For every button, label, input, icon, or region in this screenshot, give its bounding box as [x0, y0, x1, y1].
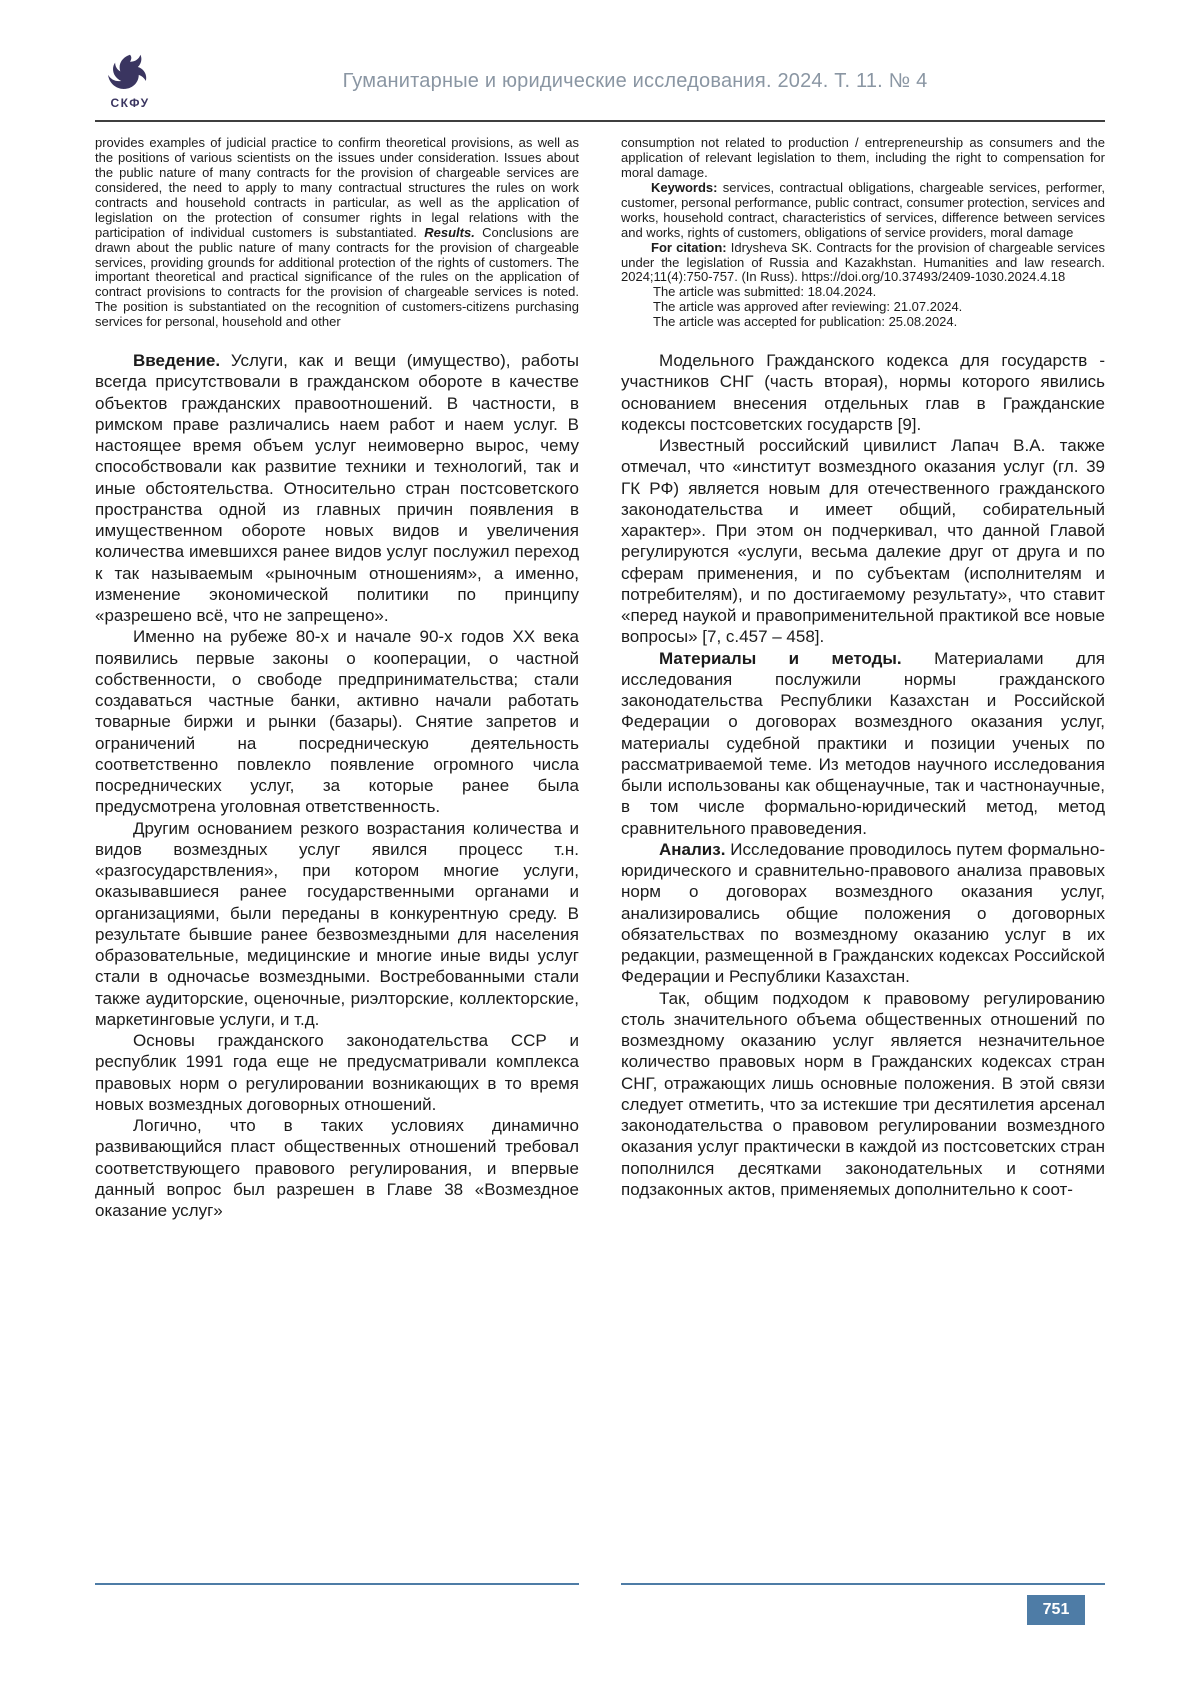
abstract-text: Conclusions are drawn about the public nature of many contracts for the provision of chargeable services, providing grounds for additional protection of the rights of customers. The important theoretical and practical significance of the rules on the application of contract provisions to contracts for the provision of chargeable services is noted. The position is substantiated on the recognition of customers-citizens purchasing services for personal, household and other: [95, 224, 580, 330]
keywords-paragraph: [621, 181, 1105, 241]
submitted-date: The article was submitted: 18.04.2024.: [653, 284, 877, 300]
citation-label: For citation:: [651, 239, 727, 255]
journal-title: Гуманитарные и юридические исследования. 2024. Т. 11. № 4: [342, 69, 928, 92]
footer-rules: [95, 1583, 1105, 1585]
approved-date: The article was approved after reviewing: 21.07.2024.: [653, 299, 963, 315]
keywords-label: Keywords:: [651, 179, 718, 195]
page-number-badge: 751: [1027, 1595, 1085, 1625]
paragraph-analysis: [621, 839, 1105, 988]
abstract-text: provides examples of judicial practice to confirm theoretical provisions, as well as the positions of various scientists on the issues under consideration. Issues about the public nature of many contracts for the provision of chargeable services are considered, the need to apply to many contractual structures the rules on work contracts and household contracts in particular, as well as the application of legislation on the protection of consumer rights in legal relations with the participation of individual customers is substantiated.: [95, 135, 579, 240]
russian-text-right: [621, 350, 1105, 1200]
paragraph-text: Модельного Гражданского кодекса для государств - участников СНГ (часть вторая), нормы которого явились основанием внесения отдельных глав в Гражданские кодексы постсоветских государств [9].: [621, 351, 1105, 434]
paragraph-introduction: [95, 350, 579, 626]
paragraph-text: Известный российский цивилист Лапач В.А. также отмечал, что «институт возмездного оказания услуг (гл. 39 ГК РФ) является новым для отечественного гражданского законодательства и имеет общий, собирательный характер». При этом он подчеркивал, что данной Главой регулируются «услуги, весьма далекие друг от друга и по сферам применения, и по субъектам (исполнителям и потребителям), и по достигаемому результату», что ставит «перед наукой и правоприменительной практикой все новые вопросы» [7, с.457 – 458].: [621, 436, 1105, 647]
university-logo: [95, 53, 165, 110]
paragraph-text: Исследование проводилось путем формально-юридического и сравнительно-правового анализа правовых норм о договорах возмездного оказания услуг, анализировались общие положения о договорных обязательствах по возмездному оказанию услуг в их редакции, размещенной в Гражданских кодексах Российской Федерации и Республики Казахстан.: [621, 839, 1105, 987]
abstract-english-left: [95, 136, 579, 330]
paragraph-text: Основы гражданского законодательства ССР и республик 1991 года еще не предусматривали комплекса правовых норм о регулировании возникающих в то время новых возмездных договорных отношений.: [95, 1031, 579, 1114]
right-column: [621, 136, 1105, 1221]
header-rule: [95, 120, 1105, 122]
abstract-english-right: [621, 136, 1105, 330]
logo-text: СКФУ: [110, 95, 150, 110]
eagle-logo-icon: [95, 53, 165, 95]
paragraph: [95, 1030, 579, 1115]
accepted-date: The article was accepted for publication: 25.08.2024.: [653, 314, 958, 330]
paragraph: [621, 435, 1105, 648]
paragraph-materials-methods: [621, 648, 1105, 839]
paragraph-text: Другим основанием резкого возрастания количества и видов возмездных услуг явился процесс т.н. «разгосударствления», при котором многие услуги, оказывавшиеся ранее государственными органами и организациями, были переданы в конкурентную среду. В результате бывшие ранее безвозмездными для населения образовательные, медицинские и многие иные виды услуг стали в одночасье возмездными. Востребованными стали также аудиторские, оценочные, риэлторские, коллекторские, маркетинговые услуги, и т.д.: [95, 818, 579, 1029]
paragraph-text: Так, общим подходом к правовому регулированию столь значительного объема общественных отношений по возмездному оказанию услуг является незначительное количество правовых норм в Гражданских кодексах стран СНГ, отражающих лишь основные положения. В этой связи следует отметить, что за истекшие три десятилетия арсенал законодательства о правовом регулировании возмездного оказания услуг практически в каждой из постсоветских стран пополнился десятками законодательных и сотнями подзаконных актов, применяемых дополнительно к соот-: [621, 988, 1105, 1199]
left-column: [95, 136, 579, 1221]
article-body: [95, 136, 1105, 1221]
citation-text: Idrysheva SK. Contracts for the provision of chargeable services under the legislation of Russia and Kazakhstan. Humanities and law research. 2024;11(4):750-757. (In Russ). https://doi.org/10.37493/2409-1030.2024.4.18: [621, 239, 1105, 285]
footer-rule-right: [621, 1583, 1105, 1585]
page-footer: [95, 1583, 1105, 1657]
paragraph: [95, 626, 579, 817]
footer-rule-left: [95, 1583, 579, 1585]
paragraph: [95, 1115, 579, 1221]
section-lead-materials-methods: Материалы и методы.: [659, 648, 902, 668]
section-lead-introduction: Введение.: [133, 351, 221, 371]
paragraph: [95, 818, 579, 1031]
keywords-text: services, contractual obligations, chargeable services, performer, customer, personal performance, public contract, consumer protection, services and works, household contract, characteristics of services, difference between services and works, rights of customers, obligations of service providers, moral damage: [621, 179, 1105, 240]
page-header: [95, 48, 1105, 114]
russian-text-left: [95, 350, 579, 1221]
paragraph: [621, 988, 1105, 1201]
abstract-paragraph: [95, 136, 579, 330]
abstract-text: consumption not related to production / entrepreneurship as consumers and the application of relevant legislation to them, including the right to compensation for moral damage.: [621, 135, 1105, 180]
paragraph-text: Услуги, как и вещи (имущество), работы всегда присутствовали в гражданском обороте в качестве объектов гражданских правоотношений. В частности, в римском праве различались наем работ и наем услуг. В настоящее время объем услуг неимоверно вырос, чему способствовали как развитие техники и технологий, так и иные обстоятельства. Относительно стран постсоветского пространства одной из главных причин появления в имущественном обороте новых видов и увеличения количества имевшихся ранее видов услуг послужил переход к так называемым «рыночным отношениям», а именно, изменение экономической политики по принципу «разрешено всё, что не запрещено».: [95, 351, 579, 626]
paragraph: [621, 350, 1105, 435]
citation-paragraph: [621, 241, 1105, 286]
paragraph-text: Материалами для исследования послужили нормы гражданского законодательства Республики Казахстан и Российской Федерации о договорах возмездного оказания услуг, материалы судебной практики и позиции ученых по рассматриваемой теме. Из методов научного исследования были использованы как общенаучные, так и частнонаучные, в том числе формально-юридический метод, метод сравнительного правоведения.: [621, 648, 1105, 838]
section-lead-analysis: Анализ.: [659, 839, 726, 859]
paragraph-text: Логично, что в таких условиях динамично развивающийся пласт общественных отношений требовал соответствующего правового регулирования, и впервые данный вопрос был разрешен в Главе 38 «Возмездное оказание услуг»: [95, 1116, 579, 1221]
abstract-continuation: [621, 136, 1105, 181]
results-label: Results.: [424, 224, 475, 240]
paragraph-text: Именно на рубеже 80-х и начале 90-х годов XX века появились первые законы о кооперации, о частной собственности, о свободе предпринимательства; стали создаваться частные банки, активно начали работать товарные биржи и рынки (базары). Снятие запретов и ограничений на посредническую деятельность соответственно повлекло появление огромного числа посреднических услуг, за которые ранее была предусмотрена уголовная ответственность.: [95, 627, 579, 817]
